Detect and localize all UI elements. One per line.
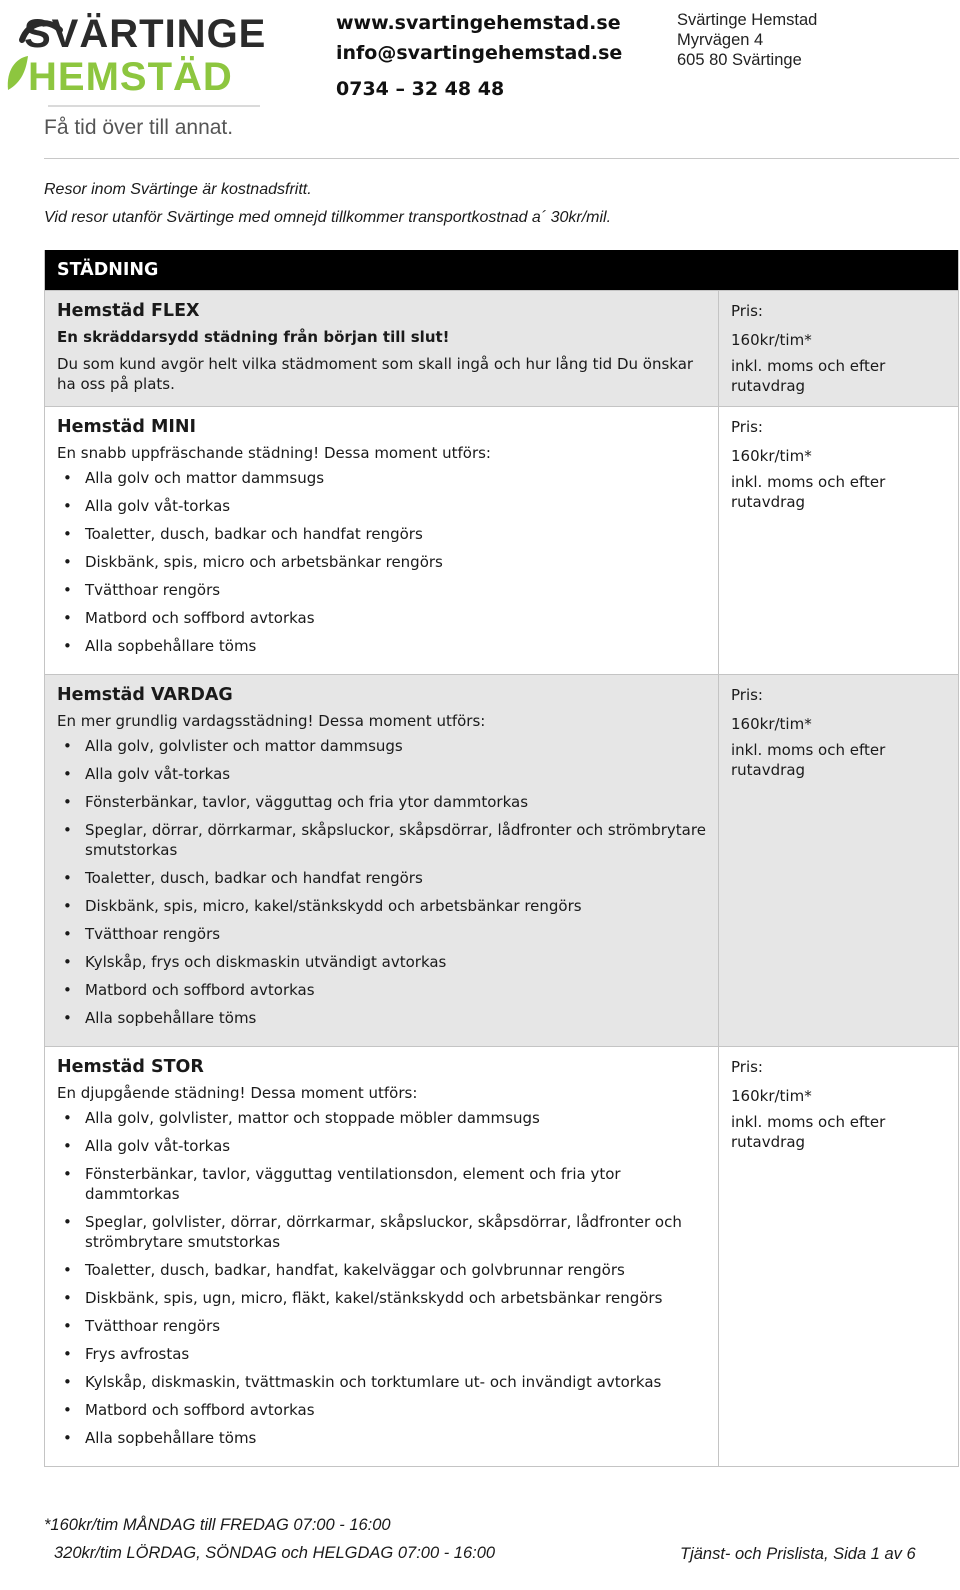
service-description-cell [45,407,719,674]
email-link[interactable]: info@svartingehemstad.se [336,42,623,64]
price-label: Pris: [731,686,763,704]
page-info: Tjänst- och Prislista, Sida 1 av 6 [680,1545,916,1563]
task-list [57,1108,718,1448]
service-price-cell [719,1047,958,1466]
service-subtitle: En djupgående städning! Dessa moment utförs: [57,1084,418,1102]
task-item: • Alla golv våt-torkas [57,1136,718,1156]
task-item: • Toaletter, dusch, badkar, handfat, kakelväggar och golvbrunnar rengörs [57,1260,718,1280]
service-title: Hemstäd VARDAG [57,685,233,705]
task-item: • Toaletter, dusch, badkar och handfat rengörs [57,868,718,888]
company-logo [4,0,266,142]
header-divider [44,158,959,159]
service-rows [45,290,958,1466]
price-label: Pris: [731,1058,763,1076]
price-label: Pris: [731,418,763,436]
task-item: • Speglar, dörrar, dörrkarmar, skåpsluckor, skåpsdörrar, lådfronter och strömbrytare smutstorkas [57,820,718,860]
task-item: • Alla golv, golvlister, mattor och stoppade möbler dammsugs [57,1108,718,1128]
service-description-cell [45,1047,719,1466]
price-note: inkl. moms och efter rutavdrag [731,473,886,511]
section-title: STÄDNING [45,250,958,290]
service-price-cell [719,675,958,1046]
service-description-cell [45,675,719,1046]
price-note: inkl. moms och efter rutavdrag [731,1113,886,1151]
task-item: • Alla golv våt-torkas [57,496,718,516]
task-item: • Kylskåp, frys och diskmaskin utvändigt avtorkas [57,952,718,972]
task-item: • Alla sopbehållare töms [57,1428,718,1448]
service-subtitle: En snabb uppfräschande städning! Dessa moment utförs: [57,444,491,462]
task-item: • Diskbänk, spis, micro och arbetsbänkar rengörs [57,552,718,572]
address-line: Myrvägen 4 [677,31,764,49]
price-value: 160kr/tim* [731,1087,812,1105]
service-table [44,250,959,1467]
travel-notes [44,176,611,232]
address-line: Svärtinge Hemstad [677,11,818,29]
logo-text-bottom: HEMSTÄD [28,55,233,99]
task-item: • Tvätthoar rengörs [57,580,718,600]
task-item: • Fönsterbänkar, tavlor, vägguttag ventilationsdon, element och fria ytor dammtorkas [57,1164,718,1204]
task-item: • Tvätthoar rengörs [57,1316,718,1336]
service-row [45,406,958,674]
price-value: 160kr/tim* [731,715,812,733]
service-title: Hemstäd MINI [57,417,197,437]
price-note: inkl. moms och efter rutavdrag [731,357,886,395]
task-item: • Matbord och soffbord avtorkas [57,1400,718,1420]
task-item: • Diskbänk, spis, ugn, micro, fläkt, kakel/stänkskydd och arbetsbänkar rengörs [57,1288,718,1308]
service-row [45,290,958,406]
contact-block [336,8,622,104]
weekday-rate: *160kr/tim MÅNDAG till FREDAG 07:00 - 16:00 [44,1516,391,1534]
task-item: • Alla golv, golvlister och mattor dammsugs [57,736,718,756]
task-item: • Alla golv och mattor dammsugs [57,468,718,488]
price-note: inkl. moms och efter rutavdrag [731,741,886,779]
address-line: 605 80 Svärtinge [677,51,802,69]
task-list [57,468,718,656]
price-value: 160kr/tim* [731,331,812,349]
task-item: • Speglar, golvlister, dörrar, dörrkarmar, skåpsluckor, skåpsdörrar, lådfronter och strömbrytare smutstorkas [57,1212,718,1252]
service-row [45,1046,958,1466]
logo-text-top: SVÄRTINGE [24,12,266,56]
address-block [677,10,817,70]
service-subtitle: En skräddarsydd städning från början till slut! [57,328,450,346]
service-description-cell [45,291,719,406]
task-item: • Toaletter, dusch, badkar och handfat rengörs [57,524,718,544]
service-title: Hemstäd FLEX [57,301,200,321]
leaf-icon [8,56,28,90]
service-title: Hemstäd STOR [57,1057,204,1077]
task-list [57,736,718,1028]
phone-number: 0734 – 32 48 48 [336,78,505,100]
price-value: 160kr/tim* [731,447,812,465]
task-item: • Tvätthoar rengörs [57,924,718,944]
service-subtitle: En mer grundlig vardagsstädning! Dessa moment utförs: [57,712,486,730]
task-item: • Alla sopbehållare töms [57,636,718,656]
task-item: • Matbord och soffbord avtorkas [57,980,718,1000]
task-item: • Fönsterbänkar, tavlor, vägguttag och fria ytor dammtorkas [57,792,718,812]
task-item: • Frys avfrostas [57,1344,718,1364]
service-price-cell [719,291,958,406]
task-item: • Matbord och soffbord avtorkas [57,608,718,628]
travel-note: Resor inom Svärtinge är kostnadsfritt. [44,181,312,198]
service-row [45,674,958,1046]
weekend-rate: 320kr/tim LÖRDAG, SÖNDAG och HELGDAG 07:00 - 16:00 [54,1544,496,1562]
website-link[interactable]: www.svartingehemstad.se [336,12,621,34]
task-item: • Kylskåp, diskmaskin, tvättmaskin och torktumlare ut- och invändigt avtorkas [57,1372,718,1392]
logo-tagline: Få tid över till annat. [44,116,234,139]
price-label: Pris: [731,302,763,320]
service-price-cell [719,407,958,674]
task-item: • Alla golv våt-torkas [57,764,718,784]
service-description: Du som kund avgör helt vilka städmoment som skall ingå och hur lång tid Du önskar ha oss på plats. [57,355,694,393]
task-item: • Diskbänk, spis, micro, kakel/stänkskydd och arbetsbänkar rengörs [57,896,718,916]
travel-note: Vid resor utanför Svärtinge med omnejd tillkommer transportkostnad a´ 30kr/mil. [44,209,612,226]
task-item: • Alla sopbehållare töms [57,1008,718,1028]
